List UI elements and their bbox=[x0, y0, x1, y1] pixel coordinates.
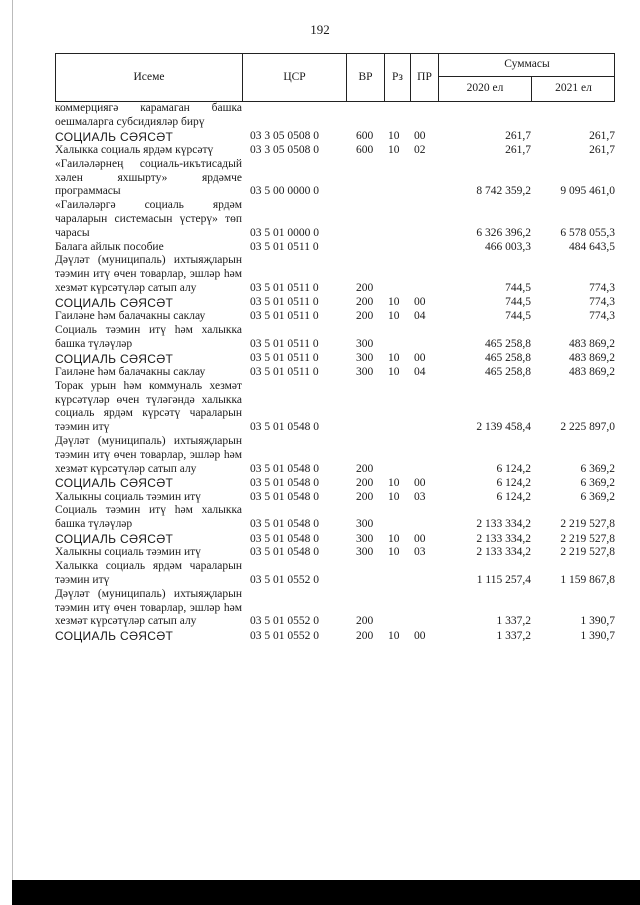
row-name: Гаиләне һәм балачакны саклау bbox=[55, 310, 206, 323]
row-csr: 03 5 01 0552 0 bbox=[250, 574, 319, 587]
row-vr: 300 bbox=[356, 546, 374, 559]
row-amount-2021: 6 369,2 bbox=[580, 490, 615, 503]
row-vr: 300 bbox=[356, 337, 374, 350]
table-row bbox=[55, 296, 615, 310]
row-amount-2021: 9 095 461,0 bbox=[560, 185, 615, 198]
table-row bbox=[55, 504, 615, 532]
row-amount-2021: 484 643,5 bbox=[569, 240, 615, 253]
table-row bbox=[55, 144, 615, 158]
row-csr: 03 5 01 0511 0 bbox=[250, 281, 319, 294]
row-pr: 03 bbox=[414, 546, 426, 559]
row-csr: 03 5 01 0511 0 bbox=[250, 352, 319, 365]
row-vr: 200 bbox=[356, 490, 374, 503]
row-rz: 10 bbox=[388, 130, 400, 143]
scan-bottom-bar bbox=[12, 880, 640, 905]
row-vr: 200 bbox=[356, 615, 374, 628]
row-csr: 03 5 01 0511 0 bbox=[250, 337, 319, 350]
table-row bbox=[55, 532, 615, 546]
row-amount-2020: 2 133 334,2 bbox=[476, 518, 531, 531]
row-csr: 03 5 01 0548 0 bbox=[250, 532, 319, 545]
row-name: «Гаиләләрнең социаль-икътисадый хәлен яхшырту» ярдәмче программасы bbox=[55, 157, 242, 198]
row-csr: 03 3 05 0508 0 bbox=[250, 143, 319, 156]
table-row bbox=[55, 130, 615, 144]
row-amount-2020: 466 003,3 bbox=[485, 240, 531, 253]
row-name: Дәүләт (муниципаль) ихтыяҗларын тәэмин итү өчен товарлар, эшләр һәм хезмәт күрсәтүләр сатып алу bbox=[55, 587, 242, 628]
row-pr: 00 bbox=[414, 629, 426, 642]
row-amount-2020: 2 139 458,4 bbox=[476, 421, 531, 434]
row-pr: 00 bbox=[414, 476, 426, 489]
row-rz: 10 bbox=[388, 365, 400, 378]
table-row bbox=[55, 380, 615, 435]
row-csr: 03 5 01 0511 0 bbox=[250, 365, 319, 378]
table-row bbox=[55, 546, 615, 560]
row-csr: 03 5 01 0548 0 bbox=[250, 476, 319, 489]
row-vr: 600 bbox=[356, 130, 374, 143]
row-vr: 200 bbox=[356, 629, 374, 642]
table-row bbox=[55, 102, 615, 130]
row-csr: 03 5 01 0511 0 bbox=[250, 310, 319, 323]
row-amount-2021: 483 869,2 bbox=[569, 337, 615, 350]
row-csr: 03 3 05 0508 0 bbox=[250, 130, 319, 143]
table-row bbox=[55, 629, 615, 643]
row-amount-2020: 2 133 334,2 bbox=[476, 532, 531, 545]
row-amount-2020: 744,5 bbox=[505, 310, 531, 323]
row-name: СОЦИАЛЬ СӘЯСӘТ bbox=[55, 629, 174, 644]
row-rz: 10 bbox=[388, 296, 400, 309]
row-name: Торак урын һәм коммуналь хезмәт күрсәтүләр өчен түләгәндә халыкка социаль ярдәм күрсәтү чараларын тәэмин итү bbox=[55, 379, 242, 434]
row-amount-2020: 6 124,2 bbox=[496, 476, 531, 489]
row-amount-2021: 2 219 527,8 bbox=[560, 532, 615, 545]
row-amount-2021: 261,7 bbox=[589, 143, 615, 156]
header-rz: Рз bbox=[384, 54, 410, 101]
row-amount-2021: 1 390,7 bbox=[580, 615, 615, 628]
budget-table bbox=[55, 53, 615, 644]
table-row bbox=[55, 588, 615, 629]
row-pr: 00 bbox=[414, 130, 426, 143]
row-amount-2020: 1 337,2 bbox=[496, 615, 531, 628]
header-csr: ЦСР bbox=[242, 54, 346, 101]
row-vr: 200 bbox=[356, 310, 374, 323]
header-name: Исеме bbox=[55, 54, 242, 101]
row-name: Халыкны социаль тәэмин итү bbox=[55, 490, 201, 503]
table-row bbox=[55, 324, 615, 352]
table-body bbox=[55, 102, 615, 644]
row-amount-2021: 2 219 527,8 bbox=[560, 518, 615, 531]
row-csr: 03 5 01 0548 0 bbox=[250, 546, 319, 559]
row-amount-2021: 2 225 897,0 bbox=[560, 421, 615, 434]
row-name: коммерциягә карамаган башка оешмаларга субсидияләр бирү bbox=[55, 102, 242, 128]
row-vr: 300 bbox=[356, 365, 374, 378]
row-name: Халыкка социаль ярдәм күрсәтү bbox=[55, 143, 214, 156]
table-row bbox=[55, 199, 615, 240]
table-row bbox=[55, 560, 615, 588]
row-amount-2020: 744,5 bbox=[505, 296, 531, 309]
row-amount-2021: 1 390,7 bbox=[580, 629, 615, 642]
row-name: СОЦИАЛЬ СӘЯСӘТ bbox=[55, 295, 174, 310]
row-rz: 10 bbox=[388, 546, 400, 559]
row-name: Дәүләт (муниципаль) ихтыяҗларын тәэмин итү өчен товарлар, эшләр һәм хезмәт күрсәтүләр сатып алу bbox=[55, 254, 242, 294]
row-amount-2021: 483 869,2 bbox=[569, 365, 615, 378]
row-name: СОЦИАЛЬ СӘЯСӘТ bbox=[55, 476, 174, 491]
row-name: Дәүләт (муниципаль) ихтыяҗларын тәэмин итү өчен товарлар, эшләр һәм хезмәт күрсәтүләр сатып алу bbox=[55, 434, 242, 475]
row-pr: 00 bbox=[414, 532, 426, 545]
row-csr: 03 5 01 0548 0 bbox=[250, 518, 319, 531]
row-name: Социаль тәэмин итү һәм халыкка башка түләүләр bbox=[55, 504, 242, 531]
row-pr: 03 bbox=[414, 490, 426, 503]
table-row bbox=[55, 435, 615, 476]
row-csr: 03 5 01 0552 0 bbox=[250, 629, 319, 642]
row-vr: 300 bbox=[356, 352, 374, 365]
page-number: 192 bbox=[310, 22, 330, 37]
row-csr: 03 5 01 0548 0 bbox=[250, 421, 319, 434]
row-amount-2020: 1 115 257,4 bbox=[476, 574, 531, 587]
row-name: Социаль тәэмин итү һәм халыкка башка түләүләр bbox=[55, 323, 242, 350]
row-rz: 10 bbox=[388, 629, 400, 642]
header-year-2021: 2021 ел bbox=[531, 77, 615, 101]
row-amount-2020: 6 124,2 bbox=[496, 490, 531, 503]
row-csr: 03 5 01 0511 0 bbox=[250, 296, 319, 309]
row-name: СОЦИАЛЬ СӘЯСӘТ bbox=[55, 351, 174, 366]
row-csr: 03 5 01 0548 0 bbox=[250, 490, 319, 503]
header-vr: ВР bbox=[346, 54, 384, 101]
table-header bbox=[55, 53, 615, 102]
row-vr: 300 bbox=[356, 518, 374, 531]
row-amount-2021: 6 369,2 bbox=[580, 476, 615, 489]
row-pr: 00 bbox=[414, 352, 426, 365]
row-amount-2021: 483 869,2 bbox=[569, 352, 615, 365]
table-row bbox=[55, 476, 615, 490]
row-amount-2020: 1 337,2 bbox=[496, 629, 531, 642]
row-vr: 600 bbox=[356, 143, 374, 156]
row-amount-2021: 6 369,2 bbox=[580, 462, 615, 475]
row-amount-2021: 1 159 867,8 bbox=[560, 574, 615, 587]
row-vr: 200 bbox=[356, 281, 374, 294]
row-amount-2020: 465 258,8 bbox=[485, 337, 531, 350]
header-right-border bbox=[614, 54, 615, 101]
row-name: Халыкны социаль тәэмин итү bbox=[55, 546, 201, 559]
row-name: «Гаиләләргә социаль ярдәм чараларын системасын үстерү» төп чарасы bbox=[55, 199, 242, 239]
row-csr: 03 5 01 0548 0 bbox=[250, 462, 319, 475]
row-pr: 04 bbox=[414, 365, 426, 378]
row-amount-2020: 8 742 359,2 bbox=[476, 185, 531, 198]
row-csr: 03 5 01 0552 0 bbox=[250, 615, 319, 628]
table-row bbox=[55, 366, 615, 380]
header-year-2020: 2020 ел bbox=[438, 77, 531, 101]
table-row bbox=[55, 254, 615, 295]
row-amount-2020: 261,7 bbox=[505, 143, 531, 156]
row-name: СОЦИАЛЬ СӘЯСӘТ bbox=[55, 129, 174, 144]
row-amount-2020: 6 124,2 bbox=[496, 462, 531, 475]
row-amount-2020: 6 326 396,2 bbox=[476, 226, 531, 239]
row-csr: 03 5 01 0511 0 bbox=[250, 240, 319, 253]
row-vr: 200 bbox=[356, 476, 374, 489]
table-row bbox=[55, 310, 615, 324]
row-rz: 10 bbox=[388, 310, 400, 323]
row-rz: 10 bbox=[388, 476, 400, 489]
table-row bbox=[55, 158, 615, 199]
row-name: СОЦИАЛЬ СӘЯСӘТ bbox=[55, 532, 174, 547]
row-pr: 02 bbox=[414, 143, 426, 156]
row-amount-2020: 465 258,8 bbox=[485, 365, 531, 378]
row-amount-2021: 774,3 bbox=[589, 310, 615, 323]
row-vr: 300 bbox=[356, 532, 374, 545]
row-vr: 200 bbox=[356, 462, 374, 475]
row-amount-2020: 744,5 bbox=[505, 281, 531, 294]
row-name: Балага айлык пособие bbox=[55, 240, 164, 253]
row-amount-2021: 774,3 bbox=[589, 281, 615, 294]
row-name: Гаиләне һәм балачакны саклау bbox=[55, 365, 206, 378]
row-amount-2020: 2 133 334,2 bbox=[476, 546, 531, 559]
row-rz: 10 bbox=[388, 490, 400, 503]
row-amount-2020: 465 258,8 bbox=[485, 352, 531, 365]
row-name: Халыкка социаль ярдәм чараларын тәэмин итү bbox=[55, 560, 242, 587]
scan-edge bbox=[12, 0, 13, 880]
row-amount-2021: 261,7 bbox=[589, 130, 615, 143]
row-amount-2020: 261,7 bbox=[505, 130, 531, 143]
row-rz: 10 bbox=[388, 532, 400, 545]
table-row bbox=[55, 352, 615, 366]
row-amount-2021: 774,3 bbox=[589, 296, 615, 309]
row-amount-2021: 2 219 527,8 bbox=[560, 546, 615, 559]
row-vr: 200 bbox=[356, 296, 374, 309]
header-pr: ПР bbox=[410, 54, 438, 101]
table-row bbox=[55, 491, 615, 505]
header-sums: Суммасы bbox=[438, 54, 615, 76]
row-csr: 03 5 00 0000 0 bbox=[250, 185, 319, 198]
row-pr: 04 bbox=[414, 310, 426, 323]
row-pr: 00 bbox=[414, 296, 426, 309]
table-row bbox=[55, 241, 615, 255]
row-amount-2021: 6 578 055,3 bbox=[560, 226, 615, 239]
row-rz: 10 bbox=[388, 143, 400, 156]
row-rz: 10 bbox=[388, 352, 400, 365]
row-csr: 03 5 01 0000 0 bbox=[250, 226, 319, 239]
